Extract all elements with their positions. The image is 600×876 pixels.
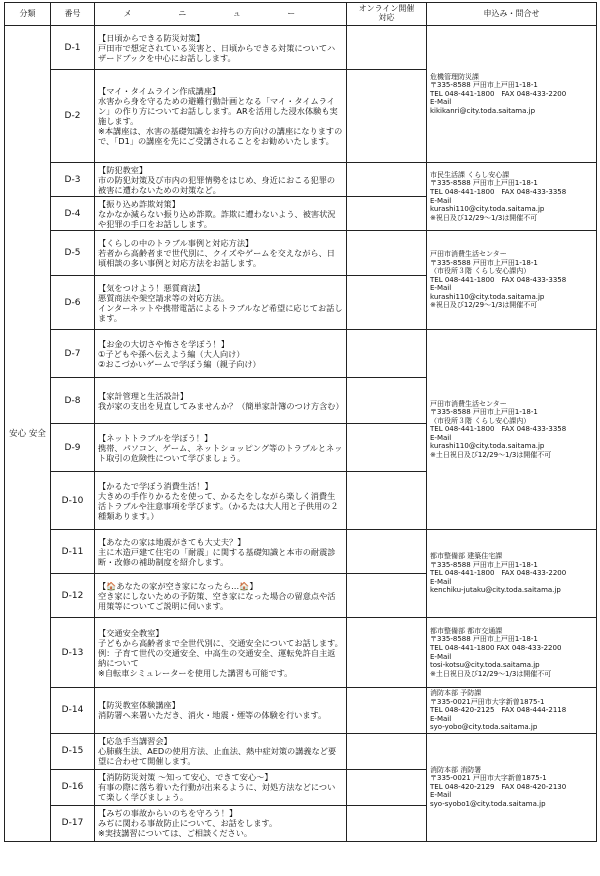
row-number: D-2 — [51, 70, 95, 163]
menu-body: 水害から身を守るための避難行動計画となる「マイ・タイムライン」の作り方についてお話しします。ARを活用した浸水体験も実施します。 ※本講座は、水害の基礎知識をお持ちの方向けの講座になりますので、「D1」の講座を先にご受講されることをお勧めいたします。 — [98, 96, 343, 146]
online-cell — [347, 231, 427, 276]
online-cell — [347, 163, 427, 197]
menu-description — [95, 424, 347, 472]
menu-title: 【家計管理と生活設計】 — [98, 390, 189, 401]
menu-title: 【防災教室体験講座】 — [98, 700, 180, 711]
menu-description — [95, 805, 347, 841]
menu-title: 【気をつけよう！悪質商法】 — [98, 282, 205, 293]
menu-description — [95, 574, 347, 618]
online-cell — [347, 733, 427, 769]
row-number: D-11 — [51, 530, 95, 574]
row-number: D-8 — [51, 378, 95, 424]
menu-body: 有事の際に落ち着いた行動が出来るように、対処方法などについて楽しく学びましょう。 — [98, 782, 336, 803]
menu-title: 【お金の大切さや怖さを学ぼう！】 — [98, 338, 230, 349]
menu-description — [95, 231, 347, 276]
online-cell — [347, 769, 427, 805]
menu-title: 【みぢの事故からいのちを守ろう！】 — [98, 808, 238, 819]
menu-description — [95, 472, 347, 530]
menu-body: 空き家にしないための予防策、空き家になった場合の留意点や活用策等についてご説明に伺います。 — [98, 590, 336, 611]
menu-description — [95, 769, 347, 805]
menu-description — [95, 163, 347, 197]
menu-title: 【ネットトラブルを学ぼう！】 — [98, 432, 213, 443]
contact-cell: 消防本部 消防署 〒335-0021 戸田市大字新曽1875-1 TEL 048-420-2129 FAX 048-420-2130 E-Mail syo-syobo1@city.toda.saitama.jp — [427, 733, 597, 841]
menu-body: 子どもから高齢者まで全世代別に、交通安全についてお話します。 例：子育て世代の交通安全、中高生の交通安全、運転免許自主返納について ※自転車シミュレーターを使用した講習も可能です。 — [98, 637, 343, 678]
menu-description — [95, 733, 347, 769]
row-number: D-15 — [51, 733, 95, 769]
menu-description — [95, 378, 347, 424]
menu-body: 消防署へ来署いただき、消火・地震・煙等の体験を行います。 — [98, 710, 327, 721]
menu-body: 携帯、パソコン、ゲーム、ネットショッピング等のトラブルとネット取引の危険性について学びましょう。 — [98, 442, 343, 463]
table-row — [5, 26, 597, 70]
menu-title: 【日頃からできる防災対策】 — [98, 32, 205, 43]
menu-body: なかなか減らない振り込め詐欺。詐欺に遭わないよう、被害状況や犯罪の手口をお話しします。 — [98, 208, 336, 229]
online-cell — [347, 276, 427, 330]
menu-body: 我が家の支出を見直してみませんか？（簡単家計簿のつけ方含む） — [98, 400, 344, 411]
online-cell — [347, 378, 427, 424]
row-number: D-13 — [51, 618, 95, 688]
table-row — [5, 163, 597, 197]
menu-title: 【あなたの家は地震がきても大丈夫？】 — [98, 536, 246, 547]
row-number: D-16 — [51, 769, 95, 805]
table-row — [5, 618, 597, 688]
row-number: D-14 — [51, 688, 95, 734]
menu-title: 【振り込め詐欺対策】 — [98, 198, 180, 209]
menu-description — [95, 26, 347, 70]
contact-cell: 消防本部 予防課 〒335-0021戸田市大字新曽1875-1 TEL 048-420-2125 FAX 048-444-2118 E-Mail syo-yobo@city.toda.saitama.jp — [427, 688, 597, 734]
online-cell — [347, 805, 427, 841]
header-online: オンライン開催 対応 — [347, 3, 427, 26]
online-cell — [347, 688, 427, 734]
table-row — [5, 330, 597, 378]
menu-document — [4, 2, 596, 872]
row-number: D-3 — [51, 163, 95, 197]
contact-cell: 市民生活課 くらし安心課 〒335-8588 戸田市上戸田1-18-1 TEL 048-441-1800 FAX 048-433-3358 E-Mail kurashi110@city.toda.saitama.jp ※祝日及び12/29～1/3は開催不可 — [427, 163, 597, 231]
contact-cell: 戸田市消費生活センター 〒335-8588 戸田市上戸田1-18-1 （市役所３階 くらし安心課内） TEL 048-441-1800 FAX 048-433-3358 E-Mail kurashi110@city.toda.saitama.jp ※祝日及び12/29～1/3は開催不可 — [427, 231, 597, 330]
menu-title: 【消防防災対策 ～知って安心、できて安心～】 — [98, 772, 273, 783]
online-cell — [347, 330, 427, 378]
menu-body: みぢに関わる事故防止について、お話をします。 ※実技講習については、ご相談ください。 — [98, 818, 278, 839]
row-number: D-5 — [51, 231, 95, 276]
contact-cell: 戸田市消費生活センター 〒335-8588 戸田市上戸田1-18-1 （市役所３階 くらし安心課内） TEL 048-441-1800 FAX 048-433-3358 E-Mail kurashi110@city.toda.saitama.jp ※土日祝日及び12/29～1/3は開催不可 — [427, 330, 597, 530]
header-number: 番号 — [51, 3, 95, 26]
menu-body: 戸田市で想定されている災害と、日頃からできる対策についてハザードブックを中心にお話しします。 — [98, 42, 336, 63]
table-row — [5, 231, 597, 276]
header-category: 分類 — [5, 3, 51, 26]
header-row — [5, 3, 597, 26]
menu-description — [95, 688, 347, 734]
menu-description — [95, 618, 347, 688]
menu-description — [95, 197, 347, 231]
online-cell — [347, 618, 427, 688]
menu-description — [95, 330, 347, 378]
online-cell — [347, 70, 427, 163]
category-cell: 安心 安全 — [5, 26, 51, 842]
row-number: D-10 — [51, 472, 95, 530]
menu-body: 悪質商法や架空請求等の対応方法。 インターネットや携帯電話によるトラブルなど希望に応じてお話します。 — [98, 292, 343, 323]
row-number: D-1 — [51, 26, 95, 70]
menu-body: 大きめの手作りかるたを使って、かるたをしながら楽しく消費生活トラブルや注意事項を学びます。（かるたは大人用と子供用の２種類あります。） — [98, 490, 339, 521]
row-number: D-6 — [51, 276, 95, 330]
row-number: D-12 — [51, 574, 95, 618]
online-cell — [347, 574, 427, 618]
menu-title: 【交通安全教室】 — [98, 627, 164, 638]
menu-title: 【かるたで学ぼう消費生活！】 — [98, 480, 213, 491]
menu-title: 【マイ・タイムライン作成講座】 — [98, 86, 221, 96]
menu-body: 主に木造戸建て住宅の「耐震」に関する基礎知識と本市の耐震診断・改修の補助制度を紹介します。 — [98, 546, 336, 567]
contact-cell: 都市整備部 建築住宅課 〒335-8588 戸田市上戸田1-18-1 TEL 048-441-1800 FAX 048-433-2200 E-Mail kenchiku-jutaku@city.toda.saitama.jp — [427, 530, 597, 618]
online-cell — [347, 424, 427, 472]
header-menu — [95, 3, 347, 26]
row-number: D-17 — [51, 805, 95, 841]
header-contact: 申込み・問合せ — [427, 3, 597, 26]
menu-title: 【🏠あなたの家が空き家になったら…🏠】 — [98, 580, 258, 591]
row-number: D-9 — [51, 424, 95, 472]
menu-title: 【応急手当講習会】 — [98, 736, 172, 747]
row-number: D-7 — [51, 330, 95, 378]
menu-body: 若者から高齢者まで世代別に、クイズやゲームを交えながら、日頃相談の多い事例と対応方法をお話します。 — [98, 248, 335, 268]
menu-table — [4, 2, 597, 842]
table-row — [5, 688, 597, 734]
table-row — [5, 530, 597, 574]
menu-title: 【くらしの中のトラブル事例と対応方法】 — [98, 238, 254, 248]
menu-body: 市の防犯対策及び市内の犯罪情勢をはじめ、身近におこる犯罪の被害に遭わないための対策など。 — [98, 174, 336, 195]
header-menu-label: メ ニ ュ ー — [123, 8, 318, 18]
menu-body: 心肺蘇生法、AEDの使用方法、止血法、熱中症対策の講義など要望に合わせて開催します。 — [98, 746, 337, 767]
menu-description — [95, 276, 347, 330]
menu-title: 【防犯教室】 — [98, 164, 148, 175]
online-cell — [347, 26, 427, 70]
contact-cell: 危機管理防災課 〒335-8588 戸田市上戸田1-18-1 TEL 048-441-1800 FAX 048-433-2200 E-Mail kikikanri@city.toda.saitama.jp — [427, 26, 597, 163]
online-cell — [347, 197, 427, 231]
online-cell — [347, 472, 427, 530]
online-cell — [347, 530, 427, 574]
row-number: D-4 — [51, 197, 95, 231]
contact-cell: 都市整備部 都市交通課 〒335-8588 戸田市上戸田1-18-1 TEL 048-441-1800 FAX 048-433-2200 E-Mail tosi-kotsu@city.toda.saitama.jp ※土日祝日及び12/29～1/3は開催不可 — [427, 618, 597, 688]
table-row — [5, 733, 597, 769]
menu-body: ①子どもや孫へ伝えよう編（大人向け） ②おこづかいゲームで学ぼう編（親子向け） — [98, 348, 261, 369]
menu-description — [95, 70, 347, 163]
menu-description — [95, 530, 347, 574]
